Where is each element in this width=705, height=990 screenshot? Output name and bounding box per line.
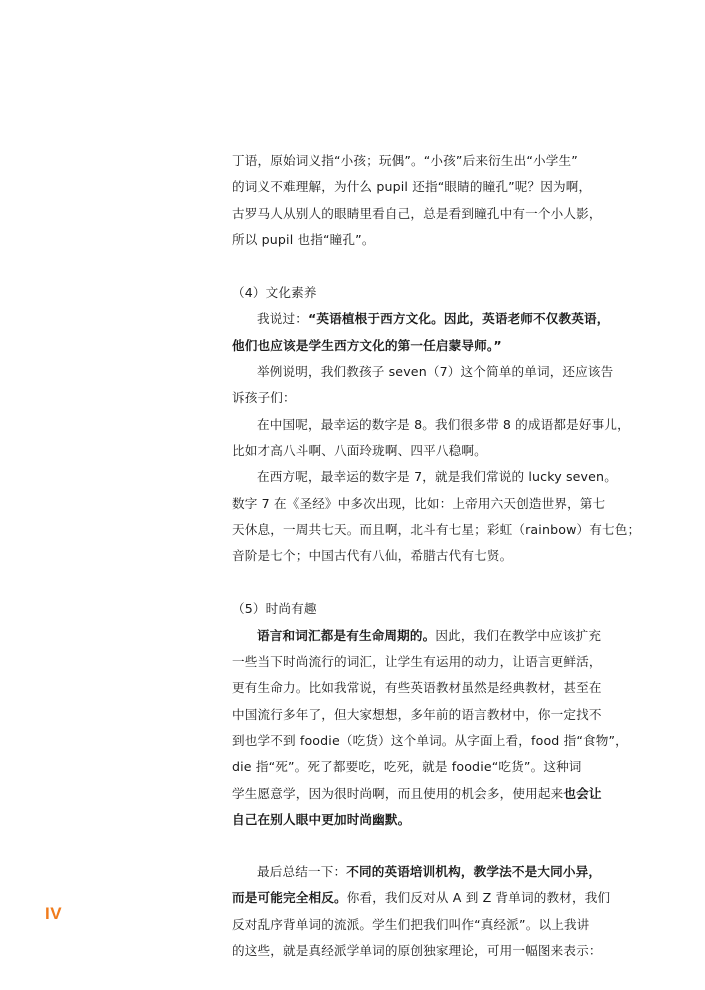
body-line: 一些当下时尚流行的词汇，让学生有运用的动力，让语言更鲜活， (232, 654, 602, 670)
bold-phrase: 自己在别人眼中更加时尚幽默。 (232, 811, 411, 827)
body-line: 的词义不难理解，为什么 pupil 还指“眼睛的瞳孔”呢？因为啊， (232, 179, 592, 195)
body-line: 最后总结一下：不同的英语培训机构，教学法不是大同小异， (257, 864, 602, 880)
body-line: 学生愿意学，因为很时尚啊，而且使用的机会多，使用起来也会让 (232, 785, 602, 801)
body-line: 数字 7 在《圣经》中多次出现，比如：上帝用六天创造世界，第七 (232, 495, 606, 511)
body-line: 在中国呢，最幸运的数字是 8。我们很多带 8 的成语都是好事儿， (257, 416, 630, 432)
body-line: die 指“死”。死了都要吃，吃死，就是 foodie“吃货”。这种词 (232, 759, 582, 775)
body-line: 诉孩子们： (232, 390, 296, 406)
body-line: 所以 pupil 也指“瞳孔”。 (232, 231, 375, 247)
page-body (232, 148, 641, 964)
body-line: 比如才高八斗啊、八面玲珑啊、四平八稳啊。 (232, 442, 487, 458)
section-heading-cultural-literacy: （4）文化素养 (232, 285, 317, 301)
body-line: 而是可能完全相反。你看，我们反对从 A 到 Z 背单词的教材，我们 (232, 890, 611, 906)
body-line: 在西方呢，最幸运的数字是 7，就是我们常说的 lucky seven。 (257, 469, 617, 485)
body-line: 举例说明，我们教孩子 seven（7）这个简单的单词，还应该告 (257, 364, 614, 380)
bold-phrase: 不同的英语培训机构，教学法不是大同小异， (346, 864, 602, 880)
body-line: 我说过：“英语植根于西方文化。因此，英语老师不仅教英语， (257, 311, 610, 327)
bold-phrase: 语言和词汇都是有生命周期的。 (257, 627, 436, 643)
bold-quote: 他们也应该是学生西方文化的第一任启蒙导师。” (232, 337, 502, 353)
body-line: 更有生命力。比如我常说，有些英语教材虽然是经典教材，甚至在 (232, 680, 602, 696)
bold-phrase: 也会让 (563, 785, 602, 801)
body-line: 古罗马人从别人的眼睛里看自己，总是看到瞳孔中有一个小人影， (232, 205, 602, 221)
body-line: 的这些，就是真经派学单词的原创独家理论，可用一幅图来表示： (232, 943, 602, 959)
body-line: 中国流行多年了，但大家想想，多年前的语言教材中，你一定找不 (232, 706, 602, 722)
bold-quote: “英语植根于西方文化。因此，英语老师不仅教英语， (307, 311, 610, 327)
body-line: 到也学不到 foodie（吃货）这个单词。从字面上看，food 指“食物”， (232, 732, 628, 748)
bold-phrase: 而是可能完全相反。 (232, 890, 347, 906)
body-line: 反对乱序背单词的流派。学生们把我们叫作“真经派”。以上我讲 (232, 916, 590, 932)
page-number: IV (45, 904, 63, 923)
section-heading-fashionable-fun: （5）时尚有趣 (232, 601, 317, 617)
body-line: 天休息，一周共七天。而且啊，北斗有七星；彩虹（rainbow）有七色； (232, 521, 641, 537)
body-line: 语言和词汇都是有生命周期的。因此，我们在教学中应该扩充 (257, 627, 602, 643)
body-line: 丁语，原始词义指“小孩；玩偶”。“小孩”后来衍生出“小学生” (232, 153, 578, 168)
body-line: 音阶是七个；中国古代有八仙，希腊古代有七贤。 (232, 548, 513, 564)
